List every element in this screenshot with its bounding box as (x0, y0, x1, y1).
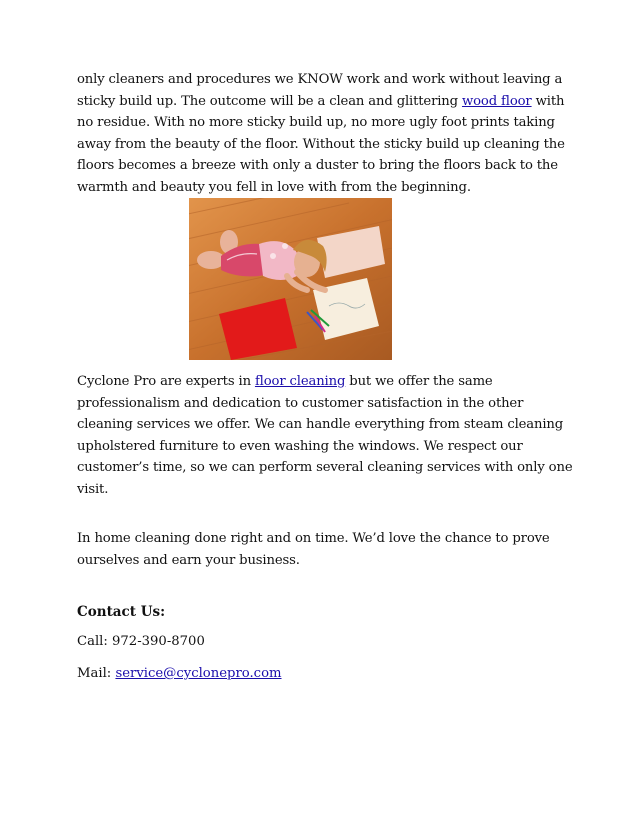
wood-floor-link[interactable]: wood floor (461, 93, 532, 109)
closing-paragraph (77, 528, 577, 571)
text-span: but we offer the same (345, 374, 493, 389)
floor-cleaning-link[interactable]: floor cleaning (254, 374, 346, 389)
email-label: Mail: (77, 666, 116, 681)
text-line: no residue. With no more sticky build up, no more ugly foot prints taking (77, 115, 555, 130)
phone-line: Call: 972-390-8700 (77, 634, 205, 649)
text-line: away from the beauty of the floor. Without the sticky build up cleaning the (77, 136, 565, 152)
text-line (77, 91, 577, 113)
intro-paragraph (77, 69, 577, 198)
email-line (77, 666, 282, 681)
text-line: ourselves and earn your business. (77, 552, 300, 568)
text-line (77, 371, 577, 393)
text-line: In home cleaning done right and on time. We’d love the chance to prove (77, 531, 550, 546)
text-span: Cyclone Pro are experts in (77, 374, 255, 389)
text-line: visit. (77, 481, 109, 497)
text-line: customer’s time, so we can perform several cleaning services with only one (77, 460, 573, 475)
text-line: upholstered furniture to even washing the windows. We respect our (77, 438, 523, 454)
text-line: professionalism and dedication to customer satisfaction in the other (77, 395, 524, 411)
text-line: cleaning services we offer. We can handle everything from steam cleaning (77, 417, 564, 432)
text-span: with (531, 93, 565, 109)
text-line: warmth and beauty you fell in love with from the beginning. (77, 179, 471, 195)
contact-heading: Contact Us: (77, 604, 166, 620)
text-line: only cleaners and procedures we KNOW work and work without leaving a (77, 72, 563, 87)
text-line: floors becomes a breeze with only a duster to bring the floors back to the (77, 158, 558, 173)
text-span: sticky build up. The outcome will be a clean and glittering (77, 93, 462, 109)
girl-drawing-on-floor-photo (189, 198, 392, 360)
services-paragraph (77, 371, 577, 500)
email-link[interactable]: service@cyclonepro.com (115, 666, 282, 681)
